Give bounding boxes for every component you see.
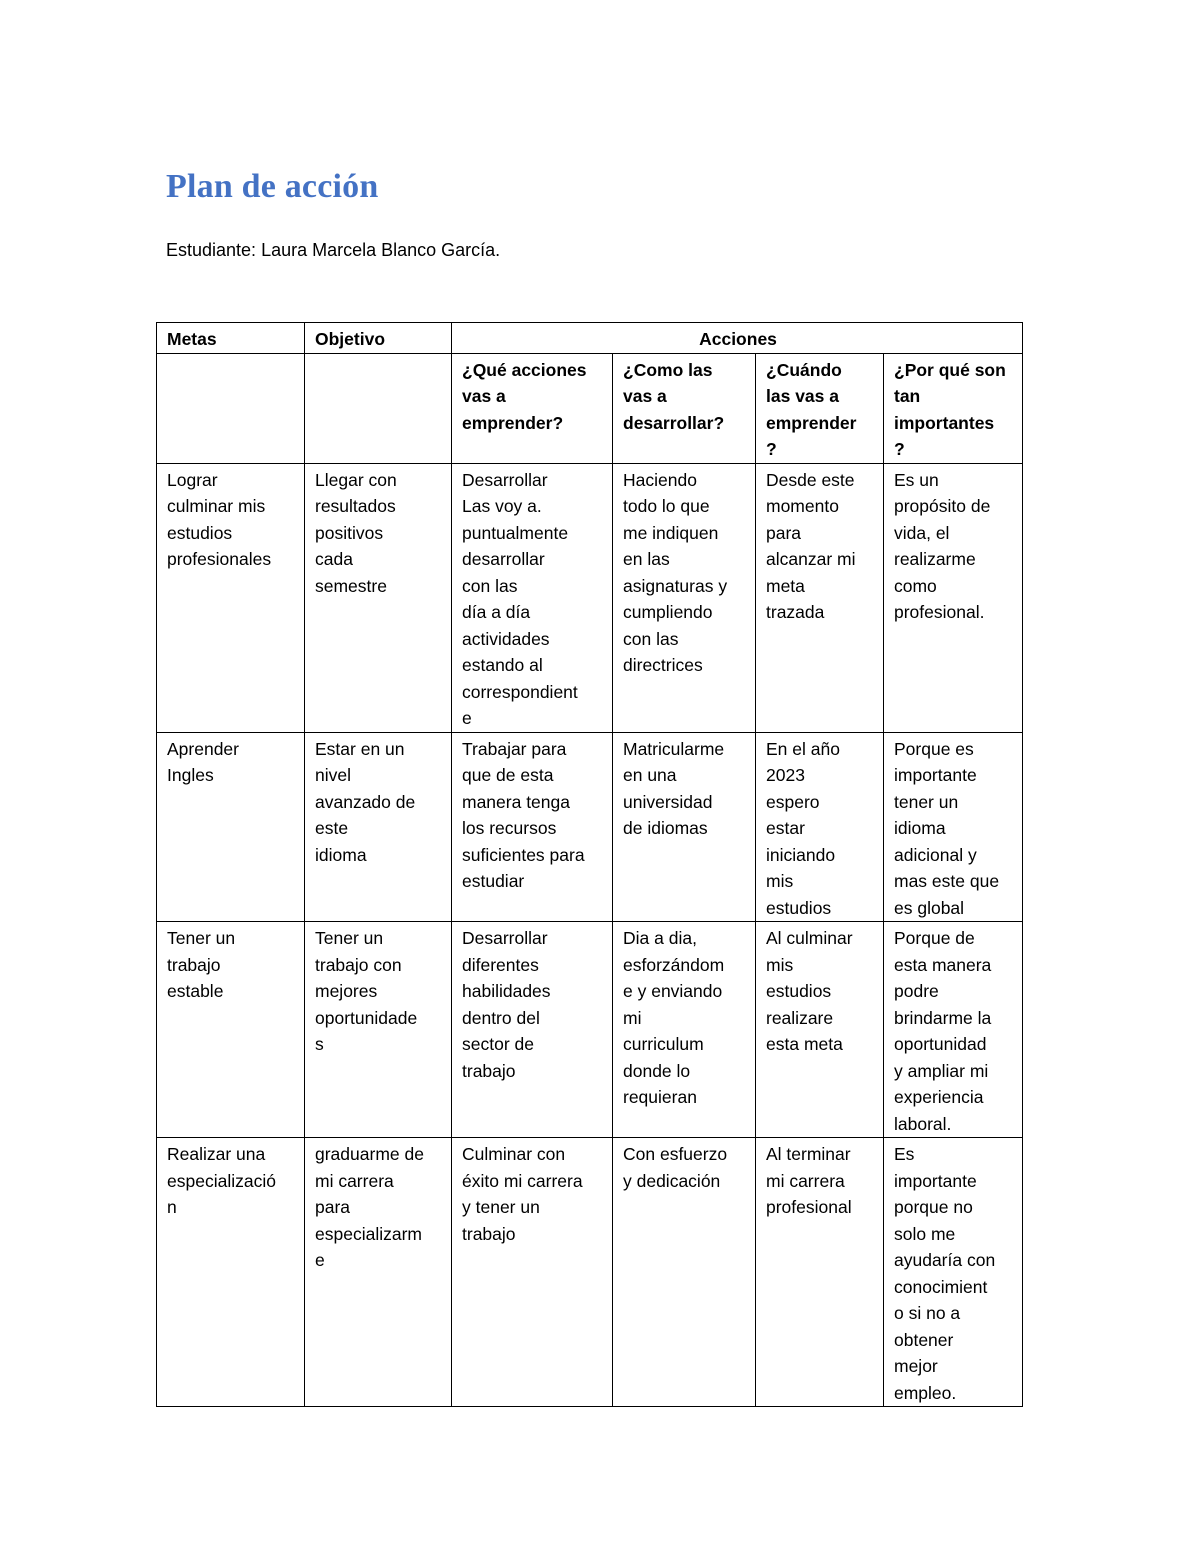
student-name-line: Estudiante: Laura Marcela Blanco García. (166, 240, 501, 260)
table-row (157, 732, 1023, 922)
cell-porque: Porque de esta manera podre brindarme la oportunidad y ampliar mi experiencia laboral. (884, 922, 1023, 1138)
subheader-empty-objetivo (305, 353, 452, 463)
cell-como: Matricularme en una universidad de idiomas (613, 732, 756, 922)
document-title: Plan de acción (166, 168, 379, 205)
cell-como: Dia a dia, esforzándom e y enviando mi curriculum donde lo requieran (613, 922, 756, 1138)
cell-objetivo: graduarme de mi carrera para especializarm e (305, 1138, 452, 1407)
subheader-que-acciones: ¿Qué acciones vas a emprender? (452, 353, 613, 463)
subheader-por-que: ¿Por qué son tan importantes ? (884, 353, 1023, 463)
header-row (157, 323, 1023, 354)
subheader-como: ¿Como las vas a desarrollar? (613, 353, 756, 463)
cell-porque: Porque es importante tener un idioma adicional y mas este que es global (884, 732, 1023, 922)
cell-meta: Aprender Ingles (157, 732, 305, 922)
table-row (157, 1138, 1023, 1407)
cell-objetivo: Tener un trabajo con mejores oportunidade s (305, 922, 452, 1138)
cell-porque: Es importante porque no solo me ayudaría con conocimient o si no a obtener mejor empleo. (884, 1138, 1023, 1407)
header-acciones: Acciones (452, 323, 1023, 354)
cell-como: Haciendo todo lo que me indiquen en las asignaturas y cumpliendo con las directrices (613, 463, 756, 732)
action-plan-table (156, 322, 1023, 1407)
subheader-cuando: ¿Cuándo las vas a emprender ? (756, 353, 884, 463)
cell-cuando: Desde este momento para alcanzar mi meta trazada (756, 463, 884, 732)
cell-meta: Realizar una especializació n (157, 1138, 305, 1407)
header-objetivo: Objetivo (305, 323, 452, 354)
cell-objetivo: Llegar con resultados positivos cada semestre (305, 463, 452, 732)
table-row (157, 922, 1023, 1138)
cell-como: Con esfuerzo y dedicación (613, 1138, 756, 1407)
header-metas: Metas (157, 323, 305, 354)
subheader-empty-metas (157, 353, 305, 463)
cell-que: Desarrollar Las voy a. puntualmente desarrollar con las día a día actividades estando al correspondient e (452, 463, 613, 732)
table-row (157, 463, 1023, 732)
cell-que: Culminar con éxito mi carrera y tener un trabajo (452, 1138, 613, 1407)
cell-meta: Tener un trabajo estable (157, 922, 305, 1138)
cell-objetivo: Estar en un nivel avanzado de este idioma (305, 732, 452, 922)
cell-cuando: En el año 2023 espero estar iniciando mis estudios (756, 732, 884, 922)
cell-cuando: Al culminar mis estudios realizare esta meta (756, 922, 884, 1138)
cell-cuando: Al terminar mi carrera profesional (756, 1138, 884, 1407)
cell-meta: Lograr culminar mis estudios profesionales (157, 463, 305, 732)
subheader-row (157, 353, 1023, 463)
cell-que: Desarrollar diferentes habilidades dentro del sector de trabajo (452, 922, 613, 1138)
cell-que: Trabajar para que de esta manera tenga los recursos suficientes para estudiar (452, 732, 613, 922)
cell-porque: Es un propósito de vida, el realizarme como profesional. (884, 463, 1023, 732)
